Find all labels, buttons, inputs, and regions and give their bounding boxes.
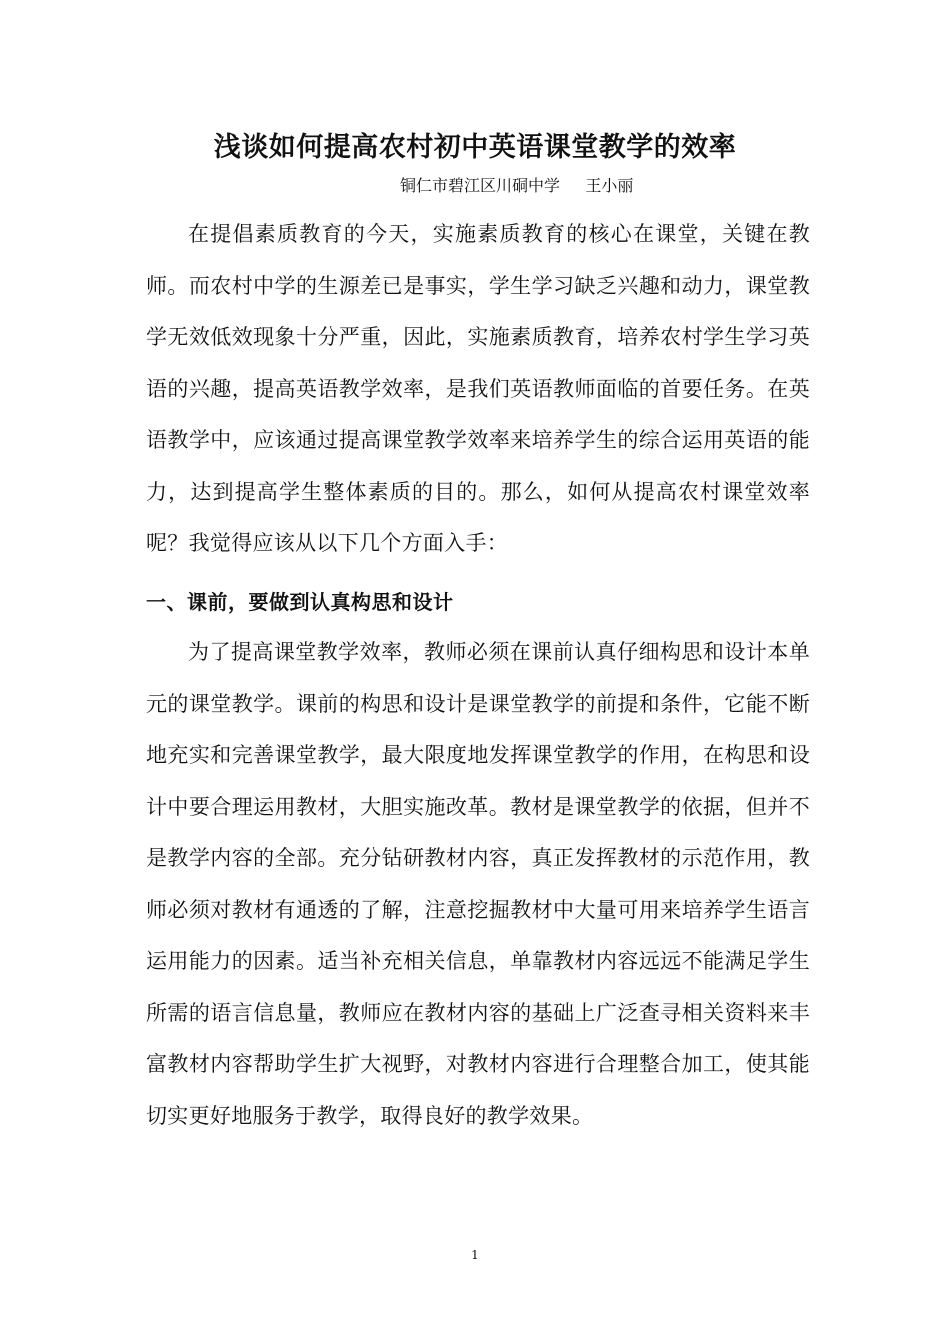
intro-paragraph: 在提倡素质教育的今天，实施素质教育的核心在课堂，关键在教师。而农村中学的生源差已是事实，学生学习缺乏兴趣和动力，课堂教学无效低效现象十分严重，因此，实施素质教育，培养农村学生学习英语的兴趣，提高英语教学效率，是我们英语教师面临的首要任务。在英语教学中，应该通过提高课堂教学效率来培养学生的综合运用英语的能力，达到提高学生整体素质的目的。那么，如何从提高农村课堂效率呢？我觉得应该从以下几个方面入手： (146, 222, 810, 555)
section-heading: 一、课前，要做到认真构思和设计 (146, 590, 454, 614)
section-paragraph: 为了提高课堂教学效率，教师必须在课前认真仔细构思和设计本单元的课堂教学。课前的构思和设计是课堂教学的前提和条件，它能不断地充实和完善课堂教学，最大限度地发挥课堂教学的作用，在构思和设计中要合理运用教材，大胆实施改革。教材是课堂教学的依据，但并不是教学内容的全部。充分钻研教材内容，真正发挥教材的示范作用，教师必须对教材有通透的了解，注意挖掘教材中大量可用来培养学生语言运用能力的因素。适当补充相关信息，单靠教材内容远远不能满足学生所需的语言信息量，教师应在教材内容的基础上广泛查寻相关资料来丰富教材内容帮助学生扩大视野，对教材内容进行合理整合加工，使其能切实更好地服务于教学，取得良好的教学效果。 (146, 640, 810, 1128)
author-byline: 铜仁市碧江区川硐中学 王小丽 (400, 176, 634, 195)
document-title: 浅谈如何提高农村初中英语课堂教学的效率 (213, 132, 737, 163)
page-number: 1 (471, 1248, 479, 1262)
